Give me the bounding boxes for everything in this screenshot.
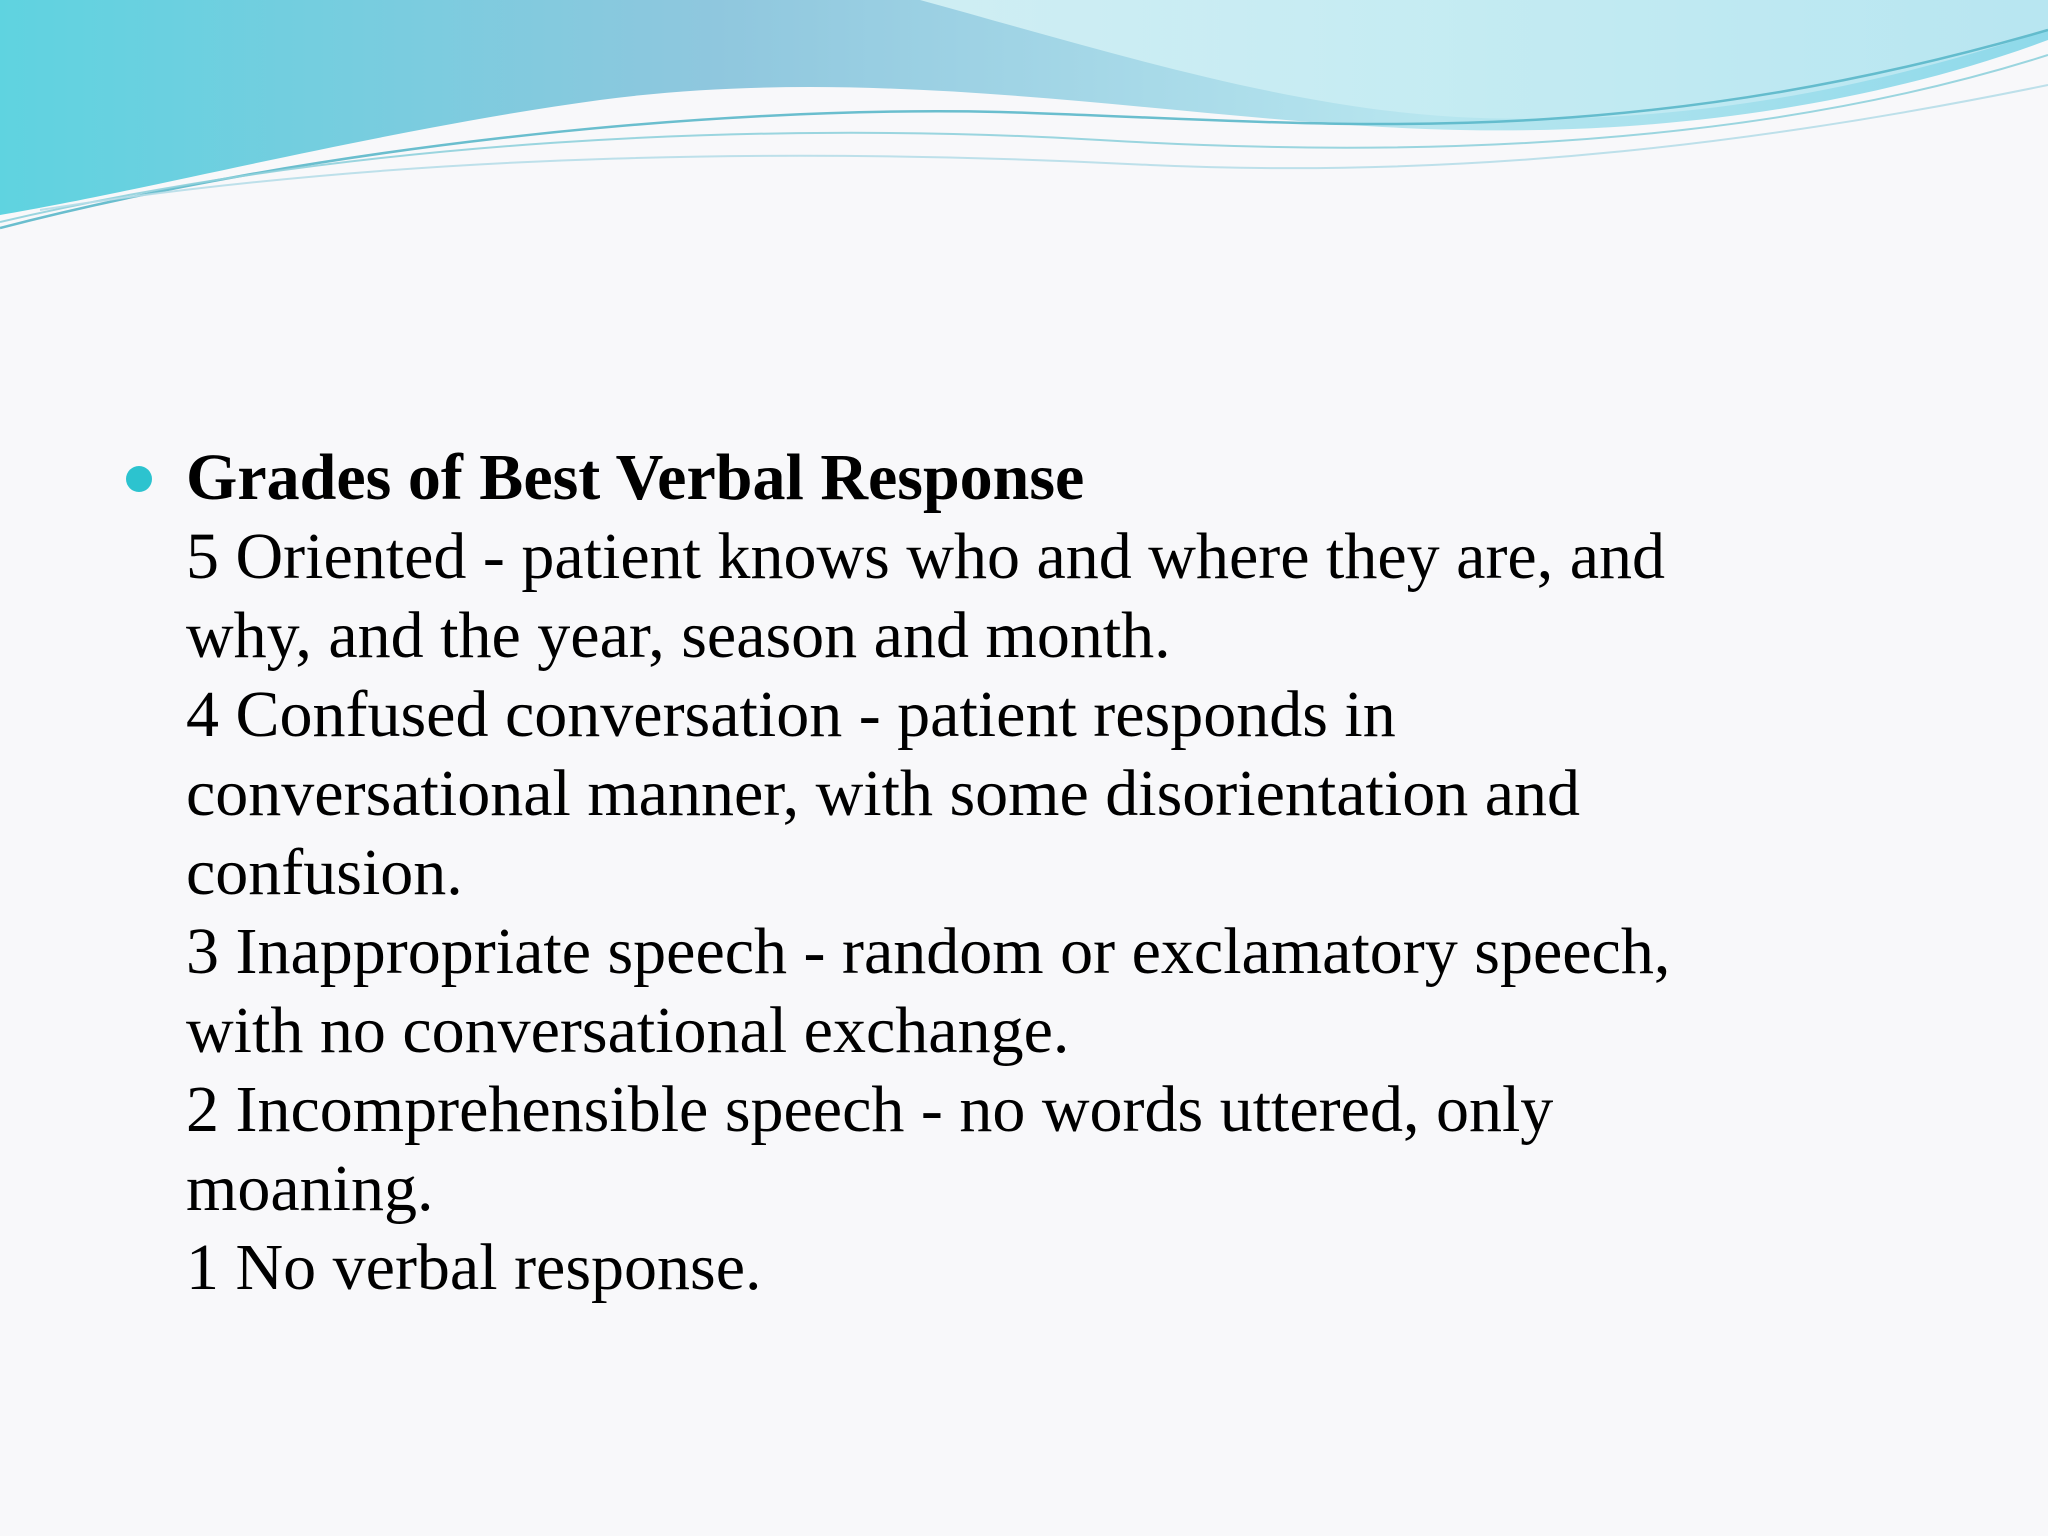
text-line: conversational manner, with some disorientation and — [186, 757, 1580, 830]
text-line: 2 Incomprehensible speech - no words uttered, only — [186, 1073, 1554, 1146]
bullet-heading: Grades of Best Verbal Response — [186, 441, 1085, 514]
text-line: moaning. — [186, 1152, 434, 1225]
bullet-text — [186, 438, 1670, 1307]
bullet-item — [126, 438, 1946, 1307]
text-line: 5 Oriented - patient knows who and where they are, and — [186, 520, 1666, 593]
slide-content — [126, 438, 1946, 1307]
wave-header-decoration — [0, 0, 2048, 260]
text-line: confusion. — [186, 836, 463, 909]
text-line: 4 Confused conversation - patient responds in — [186, 678, 1396, 751]
text-line: why, and the year, season and month. — [186, 599, 1171, 672]
text-line: with no conversational exchange. — [186, 994, 1070, 1067]
text-line: 3 Inappropriate speech - random or exclamatory speech, — [186, 915, 1671, 988]
text-line: 1 No verbal response. — [186, 1231, 762, 1304]
filled-circle-bullet-icon — [126, 466, 152, 492]
